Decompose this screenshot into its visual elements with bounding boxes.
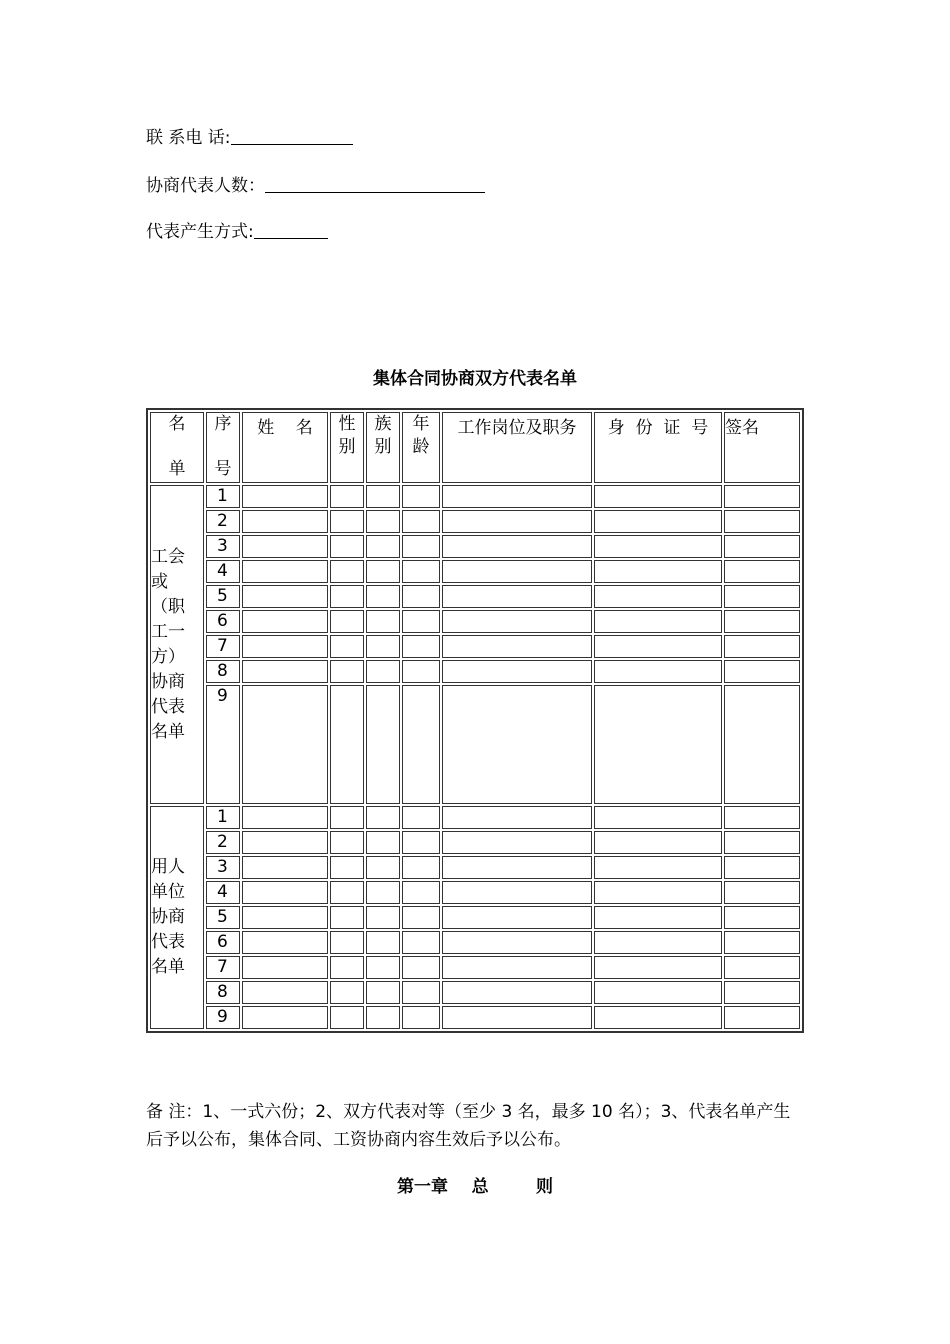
gender-cell[interactable]	[330, 1006, 364, 1029]
table-row	[150, 610, 800, 633]
signature-cell[interactable]	[724, 931, 800, 954]
id-number-cell[interactable]	[594, 485, 722, 508]
rep-count-blank[interactable]	[265, 176, 485, 193]
name-cell[interactable]	[242, 610, 328, 633]
ethnicity-cell[interactable]	[366, 1006, 400, 1029]
phone-blank[interactable]	[231, 128, 353, 145]
group-label-line: 工会	[151, 546, 185, 567]
gender-cell[interactable]	[330, 660, 364, 683]
name-cell[interactable]	[242, 881, 328, 904]
gender-cell[interactable]	[330, 806, 364, 829]
position-cell[interactable]	[442, 610, 592, 633]
ethnicity-cell[interactable]	[366, 510, 400, 533]
age-cell[interactable]	[402, 956, 440, 979]
table-row	[150, 856, 800, 879]
position-cell[interactable]	[442, 560, 592, 583]
header-signature: 签名	[724, 412, 800, 483]
header-ethnicity-bottom: 别	[374, 437, 392, 457]
group-label-line: 单位	[151, 882, 185, 902]
position-cell[interactable]	[442, 906, 592, 929]
id-number-cell[interactable]	[594, 560, 722, 583]
chapter-heading: 第一章 总 则	[396, 1177, 554, 1197]
id-number-cell[interactable]	[594, 535, 722, 558]
representative-table	[146, 408, 804, 1033]
position-cell[interactable]	[442, 585, 592, 608]
table-row	[150, 881, 800, 904]
rep-count-label: 协商代表人数：	[146, 176, 265, 196]
name-cell[interactable]	[242, 485, 328, 508]
row-number: 3	[206, 856, 240, 879]
ethnicity-cell[interactable]	[366, 856, 400, 879]
signature-cell[interactable]	[724, 831, 800, 854]
gender-cell[interactable]	[330, 831, 364, 854]
header-name: 姓 名	[242, 412, 328, 483]
method-field	[146, 222, 328, 242]
signature-cell[interactable]	[724, 585, 800, 608]
age-cell[interactable]	[402, 585, 440, 608]
ethnicity-cell[interactable]	[366, 831, 400, 854]
name-cell[interactable]	[242, 635, 328, 658]
age-cell[interactable]	[402, 510, 440, 533]
age-cell[interactable]	[402, 856, 440, 879]
id-number-cell[interactable]	[594, 881, 722, 904]
group-label-line: 方）	[151, 646, 185, 667]
age-cell[interactable]	[402, 660, 440, 683]
table-row	[150, 585, 800, 608]
group-label-line: 名单	[151, 957, 185, 977]
employer-group-label	[150, 806, 204, 1029]
method-blank[interactable]	[254, 222, 328, 239]
row-number: 4	[206, 881, 240, 904]
position-cell[interactable]	[442, 1006, 592, 1029]
gender-cell[interactable]	[330, 931, 364, 954]
ethnicity-cell[interactable]	[366, 906, 400, 929]
group-label-line: 协商	[151, 907, 185, 927]
age-cell[interactable]	[402, 806, 440, 829]
group-label-line: 协商	[151, 671, 185, 692]
row-number: 8	[206, 981, 240, 1004]
row-number: 5	[206, 585, 240, 608]
header-id-number: 身 份 证 号	[594, 412, 722, 483]
group-label-line: 名单	[151, 721, 185, 742]
gender-cell[interactable]	[330, 981, 364, 1004]
name-cell[interactable]	[242, 535, 328, 558]
gender-cell[interactable]	[330, 485, 364, 508]
signature-cell[interactable]	[724, 1006, 800, 1029]
phone-field	[146, 128, 353, 148]
position-cell[interactable]	[442, 981, 592, 1004]
table-row	[150, 1006, 800, 1029]
signature-cell[interactable]	[724, 510, 800, 533]
ethnicity-cell[interactable]	[366, 685, 400, 804]
ethnicity-cell[interactable]	[366, 806, 400, 829]
id-number-cell[interactable]	[594, 585, 722, 608]
position-cell[interactable]	[442, 931, 592, 954]
ethnicity-cell[interactable]	[366, 931, 400, 954]
rep-count-field	[146, 176, 485, 196]
position-cell[interactable]	[442, 635, 592, 658]
header-age-bottom: 龄	[412, 437, 430, 457]
ethnicity-cell[interactable]	[366, 535, 400, 558]
signature-cell[interactable]	[724, 881, 800, 904]
header-age	[402, 412, 440, 483]
id-number-cell[interactable]	[594, 1006, 722, 1029]
age-cell[interactable]	[402, 685, 440, 804]
signature-cell[interactable]	[724, 485, 800, 508]
row-number: 1	[206, 806, 240, 829]
age-cell[interactable]	[402, 931, 440, 954]
gender-cell[interactable]	[330, 535, 364, 558]
id-number-cell[interactable]	[594, 981, 722, 1004]
signature-cell[interactable]	[724, 685, 800, 804]
table-row	[150, 906, 800, 929]
table-row	[150, 660, 800, 683]
row-number: 6	[206, 610, 240, 633]
id-number-cell[interactable]	[594, 931, 722, 954]
ethnicity-cell[interactable]	[366, 660, 400, 683]
header-list	[150, 412, 204, 483]
table-title: 集体合同协商双方代表名单	[373, 369, 577, 389]
header-gender	[330, 412, 364, 483]
position-cell[interactable]	[442, 806, 592, 829]
group-label-line: 工一	[151, 621, 185, 642]
name-cell[interactable]	[242, 806, 328, 829]
position-cell[interactable]	[442, 660, 592, 683]
position-cell[interactable]	[442, 535, 592, 558]
id-number-cell[interactable]	[594, 956, 722, 979]
id-number-cell[interactable]	[594, 510, 722, 533]
id-number-cell[interactable]	[594, 610, 722, 633]
header-position: 工作岗位及职务	[442, 412, 592, 483]
name-cell[interactable]	[242, 560, 328, 583]
row-number: 6	[206, 931, 240, 954]
gender-cell[interactable]	[330, 610, 364, 633]
name-cell[interactable]	[242, 906, 328, 929]
table-row	[150, 535, 800, 558]
ethnicity-cell[interactable]	[366, 610, 400, 633]
id-number-cell[interactable]	[594, 831, 722, 854]
id-number-cell[interactable]	[594, 806, 722, 829]
table-row	[150, 981, 800, 1004]
row-number: 7	[206, 635, 240, 658]
signature-cell[interactable]	[724, 956, 800, 979]
row-number: 2	[206, 831, 240, 854]
ethnicity-cell[interactable]	[366, 485, 400, 508]
ethnicity-cell[interactable]	[366, 585, 400, 608]
table-row	[150, 806, 800, 829]
header-age-top: 年	[412, 414, 430, 434]
row-number: 3	[206, 535, 240, 558]
signature-cell[interactable]	[724, 610, 800, 633]
age-cell[interactable]	[402, 1006, 440, 1029]
row-number: 9	[206, 1006, 240, 1029]
position-cell[interactable]	[442, 856, 592, 879]
row-number: 2	[206, 510, 240, 533]
age-cell[interactable]	[402, 535, 440, 558]
signature-cell[interactable]	[724, 856, 800, 879]
header-gender-top: 性	[338, 414, 356, 434]
table-row	[150, 635, 800, 658]
gender-cell[interactable]	[330, 635, 364, 658]
position-cell[interactable]	[442, 685, 592, 804]
name-cell[interactable]	[242, 510, 328, 533]
name-cell[interactable]	[242, 685, 328, 804]
signature-cell[interactable]	[724, 806, 800, 829]
age-cell[interactable]	[402, 610, 440, 633]
table-row	[150, 485, 800, 508]
name-cell[interactable]	[242, 956, 328, 979]
position-cell[interactable]	[442, 881, 592, 904]
row-number: 5	[206, 906, 240, 929]
position-cell[interactable]	[442, 956, 592, 979]
signature-cell[interactable]	[724, 535, 800, 558]
age-cell[interactable]	[402, 485, 440, 508]
group-label-line: 或	[151, 571, 168, 592]
row-number: 4	[206, 560, 240, 583]
signature-cell[interactable]	[724, 981, 800, 1004]
gender-cell[interactable]	[330, 585, 364, 608]
age-cell[interactable]	[402, 906, 440, 929]
group-label-line: （职	[151, 596, 185, 617]
header-seq	[206, 412, 240, 483]
id-number-cell[interactable]	[594, 856, 722, 879]
ethnicity-cell[interactable]	[366, 981, 400, 1004]
header-seq-bottom: 号	[214, 459, 232, 479]
group-label-line: 代表	[151, 932, 185, 952]
signature-cell[interactable]	[724, 906, 800, 929]
row-number: 7	[206, 956, 240, 979]
table-row	[150, 510, 800, 533]
method-label: 代表产生方式:	[146, 222, 254, 242]
position-cell[interactable]	[442, 485, 592, 508]
header-gender-bottom: 别	[338, 437, 356, 457]
table-row	[150, 560, 800, 583]
age-cell[interactable]	[402, 831, 440, 854]
header-ethnicity-top: 族	[374, 414, 392, 434]
header-list-top: 名	[168, 414, 186, 434]
header-seq-top: 序	[214, 414, 232, 434]
ethnicity-cell[interactable]	[366, 635, 400, 658]
union-group-label	[150, 485, 204, 804]
signature-cell[interactable]	[724, 560, 800, 583]
name-cell[interactable]	[242, 831, 328, 854]
name-cell[interactable]	[242, 856, 328, 879]
group-label-line: 代表	[151, 696, 185, 717]
age-cell[interactable]	[402, 560, 440, 583]
row-number: 8	[206, 660, 240, 683]
name-cell[interactable]	[242, 660, 328, 683]
name-cell[interactable]	[242, 981, 328, 1004]
gender-cell[interactable]	[330, 510, 364, 533]
name-cell[interactable]	[242, 1006, 328, 1029]
note: 备 注：1、一式六份；2、双方代表对等（至少 3 名，最多 10 名）；3、代表名单产生后予以公布，集体合同、工资协商内容生效后予以公布。	[146, 1102, 791, 1150]
age-cell[interactable]	[402, 635, 440, 658]
gender-cell[interactable]	[330, 560, 364, 583]
ethnicity-cell[interactable]	[366, 956, 400, 979]
ethnicity-cell[interactable]	[366, 560, 400, 583]
ethnicity-cell[interactable]	[366, 881, 400, 904]
table-row	[150, 931, 800, 954]
gender-cell[interactable]	[330, 906, 364, 929]
group-label-line: 用人	[151, 857, 185, 877]
header-ethnicity	[366, 412, 400, 483]
gender-cell[interactable]	[330, 881, 364, 904]
id-number-cell[interactable]	[594, 635, 722, 658]
row-number: 9	[206, 685, 240, 804]
table-row	[150, 956, 800, 979]
table-row	[150, 685, 800, 804]
id-number-cell[interactable]	[594, 685, 722, 804]
age-cell[interactable]	[402, 881, 440, 904]
signature-cell[interactable]	[724, 635, 800, 658]
row-number: 1	[206, 485, 240, 508]
gender-cell[interactable]	[330, 856, 364, 879]
name-cell[interactable]	[242, 931, 328, 954]
phone-label: 联 系电 话:	[146, 128, 231, 148]
name-cell[interactable]	[242, 585, 328, 608]
id-number-cell[interactable]	[594, 660, 722, 683]
gender-cell[interactable]	[330, 956, 364, 979]
signature-cell[interactable]	[724, 660, 800, 683]
id-number-cell[interactable]	[594, 906, 722, 929]
age-cell[interactable]	[402, 981, 440, 1004]
header-list-bottom: 单	[168, 459, 186, 479]
position-cell[interactable]	[442, 510, 592, 533]
table-row	[150, 831, 800, 854]
table-header-row	[150, 412, 800, 483]
position-cell[interactable]	[442, 831, 592, 854]
gender-cell[interactable]	[330, 685, 364, 804]
